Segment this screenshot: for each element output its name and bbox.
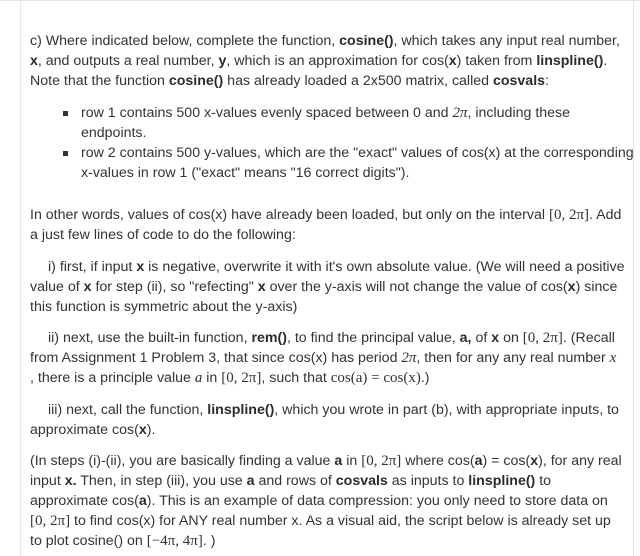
fn-linspline: linspline()	[207, 402, 275, 418]
text: on	[499, 330, 523, 346]
math: 2π	[452, 105, 468, 121]
text: , such that	[261, 370, 331, 386]
var-x: x	[448, 53, 457, 69]
step-2-paragraph	[30, 328, 635, 388]
var-x: x	[30, 53, 38, 69]
text: x-values in row 1 ("exact" means "16 correct digits").	[81, 165, 410, 181]
text: , which you wrote in part (b), with appropriate inputs, to	[274, 402, 619, 418]
math: [0, 2π]	[522, 330, 563, 346]
math: a	[194, 370, 203, 386]
math: cos(a) = cos(x)	[330, 370, 421, 386]
fn-cosine: cosine()	[168, 73, 224, 89]
text: , then for any any real number	[416, 350, 610, 366]
text: as inputs to	[387, 473, 469, 489]
text: has already loaded a 2x500 matrix, called	[223, 73, 493, 89]
text: to plot cosine() on	[30, 533, 147, 549]
text: c) Where indicated below, complete the function,	[30, 33, 340, 49]
text: in	[342, 453, 362, 469]
text: is negative, overwrite it with it's own absolute value. (We will need a positive	[144, 259, 625, 275]
text: In other words, values of cos(x) have already been loaded, but only on the interval	[30, 207, 549, 223]
var-x: x	[567, 279, 576, 295]
var-x: x	[491, 330, 500, 346]
var-a: a	[474, 453, 483, 469]
math: [0, 2π]	[361, 453, 402, 469]
step-3-paragraph	[30, 400, 635, 440]
text: , which takes any input real number,	[393, 33, 620, 49]
list-item	[61, 103, 635, 143]
var-a: a	[138, 493, 147, 509]
var-x: x	[83, 279, 92, 295]
text: .)	[420, 370, 430, 386]
text: ) = cos(	[482, 453, 531, 469]
var-cosvals: cosvals	[335, 473, 388, 489]
math: [0, 2π]	[221, 370, 262, 386]
text: ).	[146, 422, 156, 438]
interval-paragraph	[30, 205, 635, 245]
intro-paragraph	[30, 31, 635, 91]
math: [0, 2π]	[548, 207, 590, 223]
text: ) taken from	[456, 53, 537, 69]
var-a: a	[246, 473, 255, 489]
text: for step (ii), so "refecting"	[91, 279, 258, 295]
var-x: x	[138, 422, 147, 438]
text: Note that the function	[30, 73, 169, 89]
text: over the y-axis will not change the value of cos(	[265, 279, 568, 295]
var-x: x	[530, 453, 539, 469]
fn-linspline: linspline()	[536, 53, 604, 69]
var-a: a	[334, 453, 343, 469]
text: approximate cos(	[30, 493, 139, 509]
text: to	[535, 473, 552, 489]
text: from Assignment 1 Problem 3, that since cos(x) has period	[30, 350, 402, 366]
var-x: x.	[64, 473, 77, 489]
fn-linspline: linspline()	[468, 473, 536, 489]
text: row 2 contains 500 y-values, which are the "exact" values of cos(x) at the corresponding	[81, 145, 634, 161]
summary-paragraph	[30, 451, 635, 551]
text: and rows of	[254, 473, 336, 489]
text: .	[603, 53, 608, 69]
text: endpoints.	[81, 125, 147, 141]
math: [−4π, 4π]	[146, 533, 203, 549]
text: , including these	[467, 105, 571, 121]
text: :	[545, 73, 549, 89]
var-cosvals: cosvals	[492, 73, 546, 89]
text: ii) next, use the built-in function,	[48, 330, 252, 346]
text: row 1 contains 500 x-values evenly spaced between 0 and	[81, 105, 453, 121]
text: a just few lines of code to do the following:	[30, 227, 296, 243]
bullet-list	[61, 103, 635, 183]
math: [0, 2π]	[30, 513, 71, 529]
text: value of	[30, 279, 84, 295]
math: 2π	[401, 350, 417, 366]
text: where cos(	[401, 453, 475, 469]
text: , and outputs a real number,	[37, 53, 219, 69]
text: to find cos(x) for ANY real number x. As a visual aid, the script below is already set up	[70, 513, 611, 529]
text: i) first, if input	[48, 259, 137, 275]
text: ), for any real	[538, 453, 622, 469]
text: ). This is an example of data compression: you only need to store data on	[146, 493, 608, 509]
text: approximate cos(	[30, 422, 139, 438]
var-x: x	[257, 279, 266, 295]
fn-cosine: cosine()	[339, 33, 394, 49]
text: this function is symmetric about the y-axis)	[30, 299, 298, 315]
text: (In steps (i)-(ii), you are basically finding a value	[30, 453, 335, 469]
text: input	[30, 473, 65, 489]
fn-rem: rem()	[251, 330, 287, 346]
step-1-paragraph	[30, 257, 635, 317]
text: of	[471, 330, 492, 346]
text: in	[202, 370, 222, 386]
text: ) since	[575, 279, 618, 295]
var-y: y	[218, 53, 227, 69]
text: . Add	[589, 207, 622, 223]
text: . )	[202, 533, 216, 549]
list-item	[61, 143, 635, 183]
text: , there is a principle value	[30, 370, 195, 386]
text: , to find the principal value,	[286, 330, 460, 346]
text: Then, in step (iii), you use	[76, 473, 247, 489]
var-x: x	[136, 259, 145, 275]
text: iii) next, call the function,	[48, 402, 208, 418]
text: . (Recall	[562, 330, 615, 346]
math: x	[609, 350, 617, 366]
text: , which is an approximation for cos(	[226, 53, 449, 69]
var-a: a,	[459, 330, 472, 346]
